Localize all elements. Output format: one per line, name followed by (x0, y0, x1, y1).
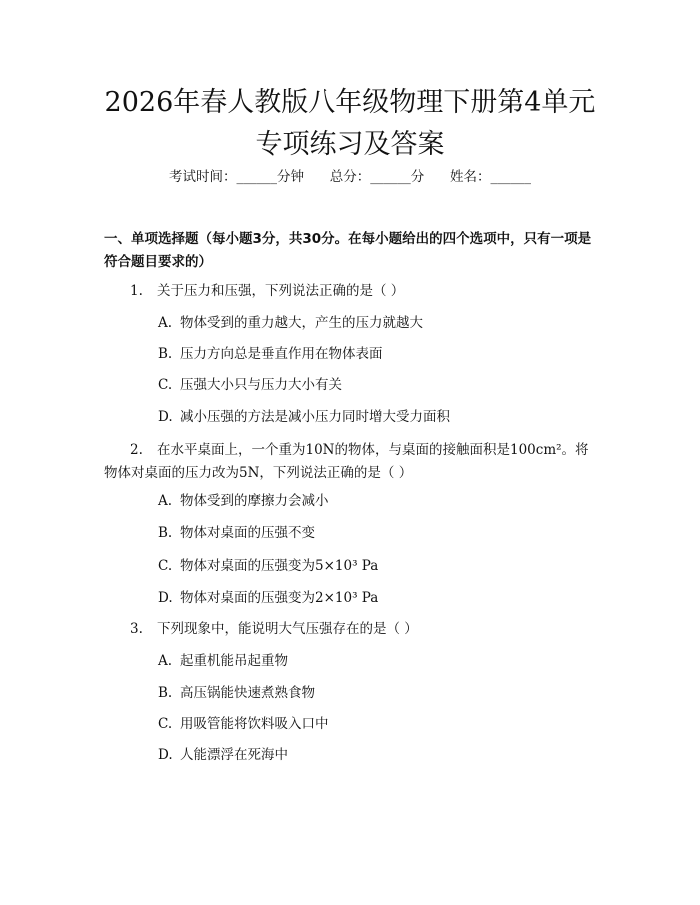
option-letter: C. (158, 377, 173, 393)
question-1 (104, 280, 594, 303)
question-2-option-d (158, 588, 588, 608)
exam-info-line: 考试时间：______分钟 总分：______分 姓名：______ (169, 169, 531, 185)
question-2-option-a (158, 491, 588, 511)
option-text: 压强大小只与压力大小有关 (180, 377, 342, 393)
option-text: 压力方向总是垂直作用在物体表面 (180, 346, 383, 362)
option-text: 起重机能吊起重物 (180, 653, 288, 669)
question-1-option-d (158, 407, 588, 427)
question-number: 2. (130, 442, 143, 458)
option-letter: C. (158, 716, 173, 732)
question-stem: 下列现象中，能说明大气压强存在的是（ ） (157, 621, 418, 637)
question-1-option-c (158, 375, 588, 395)
option-letter: D. (158, 590, 173, 606)
question-2-option-c (158, 556, 588, 576)
option-text: 物体对桌面的压强不变 (180, 525, 315, 541)
option-text: 高压锅能快速煮熟食物 (180, 685, 315, 701)
question-3-option-c (158, 714, 588, 734)
option-letter: B. (158, 525, 173, 541)
question-3 (104, 618, 594, 641)
option-text: 物体对桌面的压强变为5×10³ Pa (180, 558, 379, 574)
option-letter: C. (158, 558, 173, 574)
question-stem: 在水平桌面上，一个重为10N的物体，与桌面的接触面积是100cm²。将物体对桌面的压力改为5N，下列说法正确的是（ ） (104, 442, 589, 481)
option-letter: B. (158, 346, 173, 362)
question-1-option-a (158, 313, 588, 333)
document-title: 2026年春人教版八年级物理下册第4单元专项练习及答案 (104, 87, 596, 160)
question-3-option-a (158, 651, 588, 671)
option-letter: A. (158, 315, 173, 331)
option-text: 用吸管能将饮料吸入口中 (180, 716, 329, 732)
question-3-option-b (158, 683, 588, 703)
question-1-option-b (158, 344, 588, 364)
question-stem: 关于压力和压强，下列说法正确的是（ ） (157, 283, 405, 299)
question-2 (104, 439, 594, 485)
option-text: 物体对桌面的压强变为2×10³ Pa (180, 590, 379, 606)
question-number: 3. (130, 621, 143, 637)
option-letter: D. (158, 409, 173, 425)
section-heading-single-choice: 一、单项选择题（每小题3分，共30分。在每小题给出的四个选项中，只有一项是符合题目要求的） (104, 231, 592, 270)
option-text: 物体受到的摩擦力会减小 (180, 493, 329, 509)
option-text: 物体受到的重力越大，产生的压力就越大 (180, 315, 423, 331)
option-letter: D. (158, 747, 173, 763)
question-2-option-b (158, 523, 588, 543)
question-number: 1. (130, 283, 143, 299)
question-3-option-d (158, 745, 588, 765)
option-letter: B. (158, 685, 173, 701)
option-text: 减小压强的方法是减小压力同时增大受力面积 (180, 409, 450, 425)
option-letter: A. (158, 493, 173, 509)
option-letter: A. (158, 653, 173, 669)
option-text: 人能漂浮在死海中 (180, 747, 288, 763)
